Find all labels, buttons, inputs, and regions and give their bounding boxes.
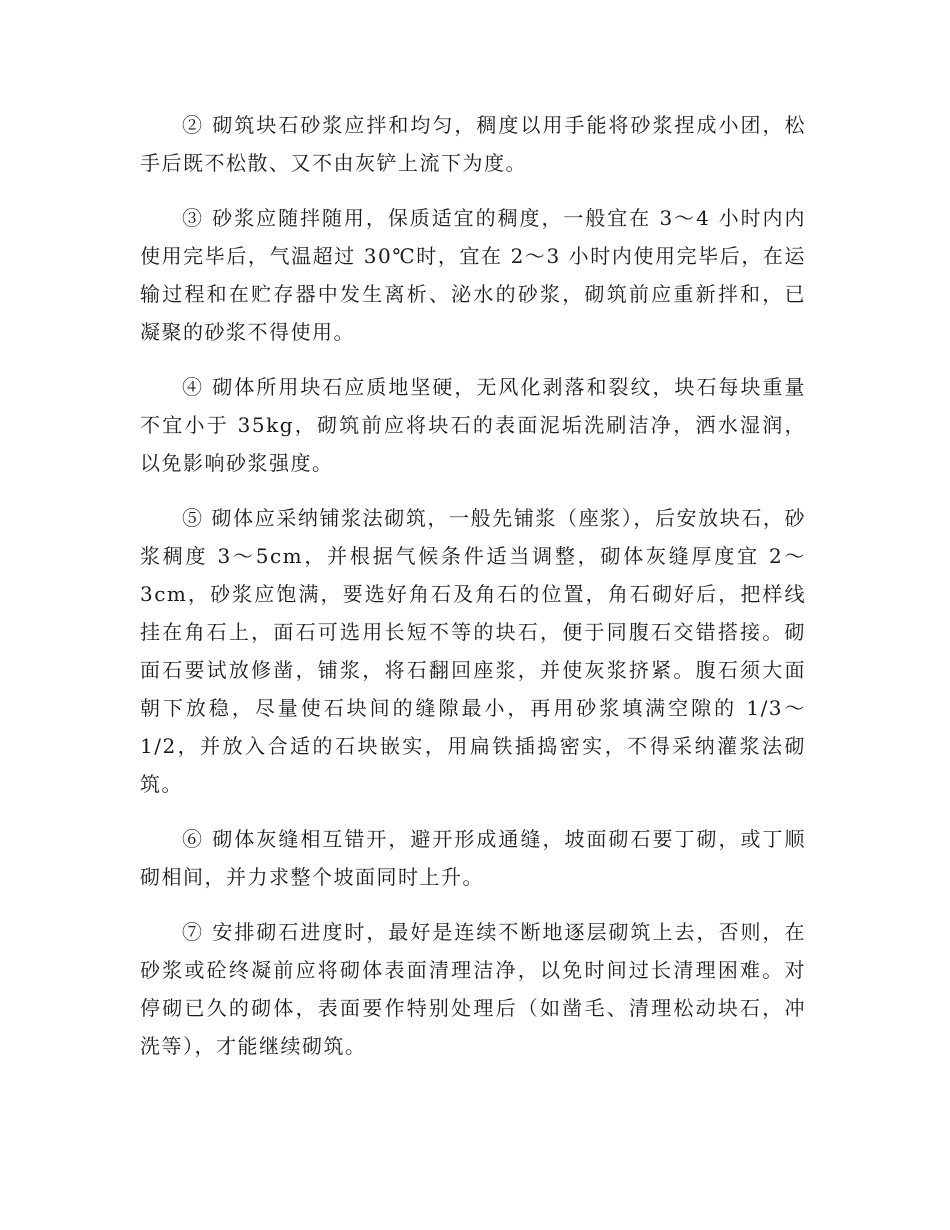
paragraph-item-6: ⑥ 砌体灰缝相互错开，避开形成通缝，坡面砌石要丁砌，或丁顺砌相间，并力求整个坡面同时上升。: [140, 827, 806, 889]
paragraph-item-3: ③ 砂浆应随拌随用，保质适宜的稠度，一般宜在 3～4 小时内内使用完毕后，气温超过 30℃时，宜在 2～3 小时内使用完毕后，在运输过程和在贮存器中发生离析、泌水的砂浆，砌筑前应重新拌和，已凝聚的砂浆不得使用。: [140, 206, 806, 344]
paragraph-item-5: ⑤ 砌体应采纳铺浆法砌筑，一般先铺浆（座浆），后安放块石，砂浆稠度 3～5cm，并根据气候条件适当调整，砌体灰缝厚度宜 2～3cm，砂浆应饱满，要选好角石及角石的位置，角石砌好后，把样线挂在角石上，面石可选用长短不等的块石，便于同腹石交错搭接。砌面石要试放修凿，铺浆，将石翻回座浆，并使灰浆挤紧。腹石须大面朝下放稳，尽量使石块间的缝隙最小，再用砂浆填满空隙的 1/3～1/2，并放入合适的石块嵌实，用扁铁插捣密实，不得采纳灌浆法砌筑。: [140, 506, 806, 796]
document-body: [140, 106, 806, 1082]
paragraph-item-4: ④ 砌体所用块石应质地坚硬，无风化剥落和裂纹，块石每块重量不宜小于 35kg，砌筑前应将块石的表面泥垢洗刷洁净，洒水湿润，以免影响砂浆强度。: [140, 375, 806, 475]
paragraph-item-7: ⑦ 安排砌石进度时，最好是连续不断地逐层砌筑上去，否则，在砂浆或砼终凝前应将砌体表面清理洁净，以免时间过长清理困难。对停砌已久的砌体，表面要作特别处理后（如凿毛、清理松动块石，冲洗等），才能继续砌筑。: [140, 920, 806, 1058]
paragraph-item-2: ② 砌筑块石砂浆应拌和均匀，稠度以用手能将砂浆捏成小团，松手后既不松散、又不由灰铲上流下为度。: [140, 113, 806, 175]
